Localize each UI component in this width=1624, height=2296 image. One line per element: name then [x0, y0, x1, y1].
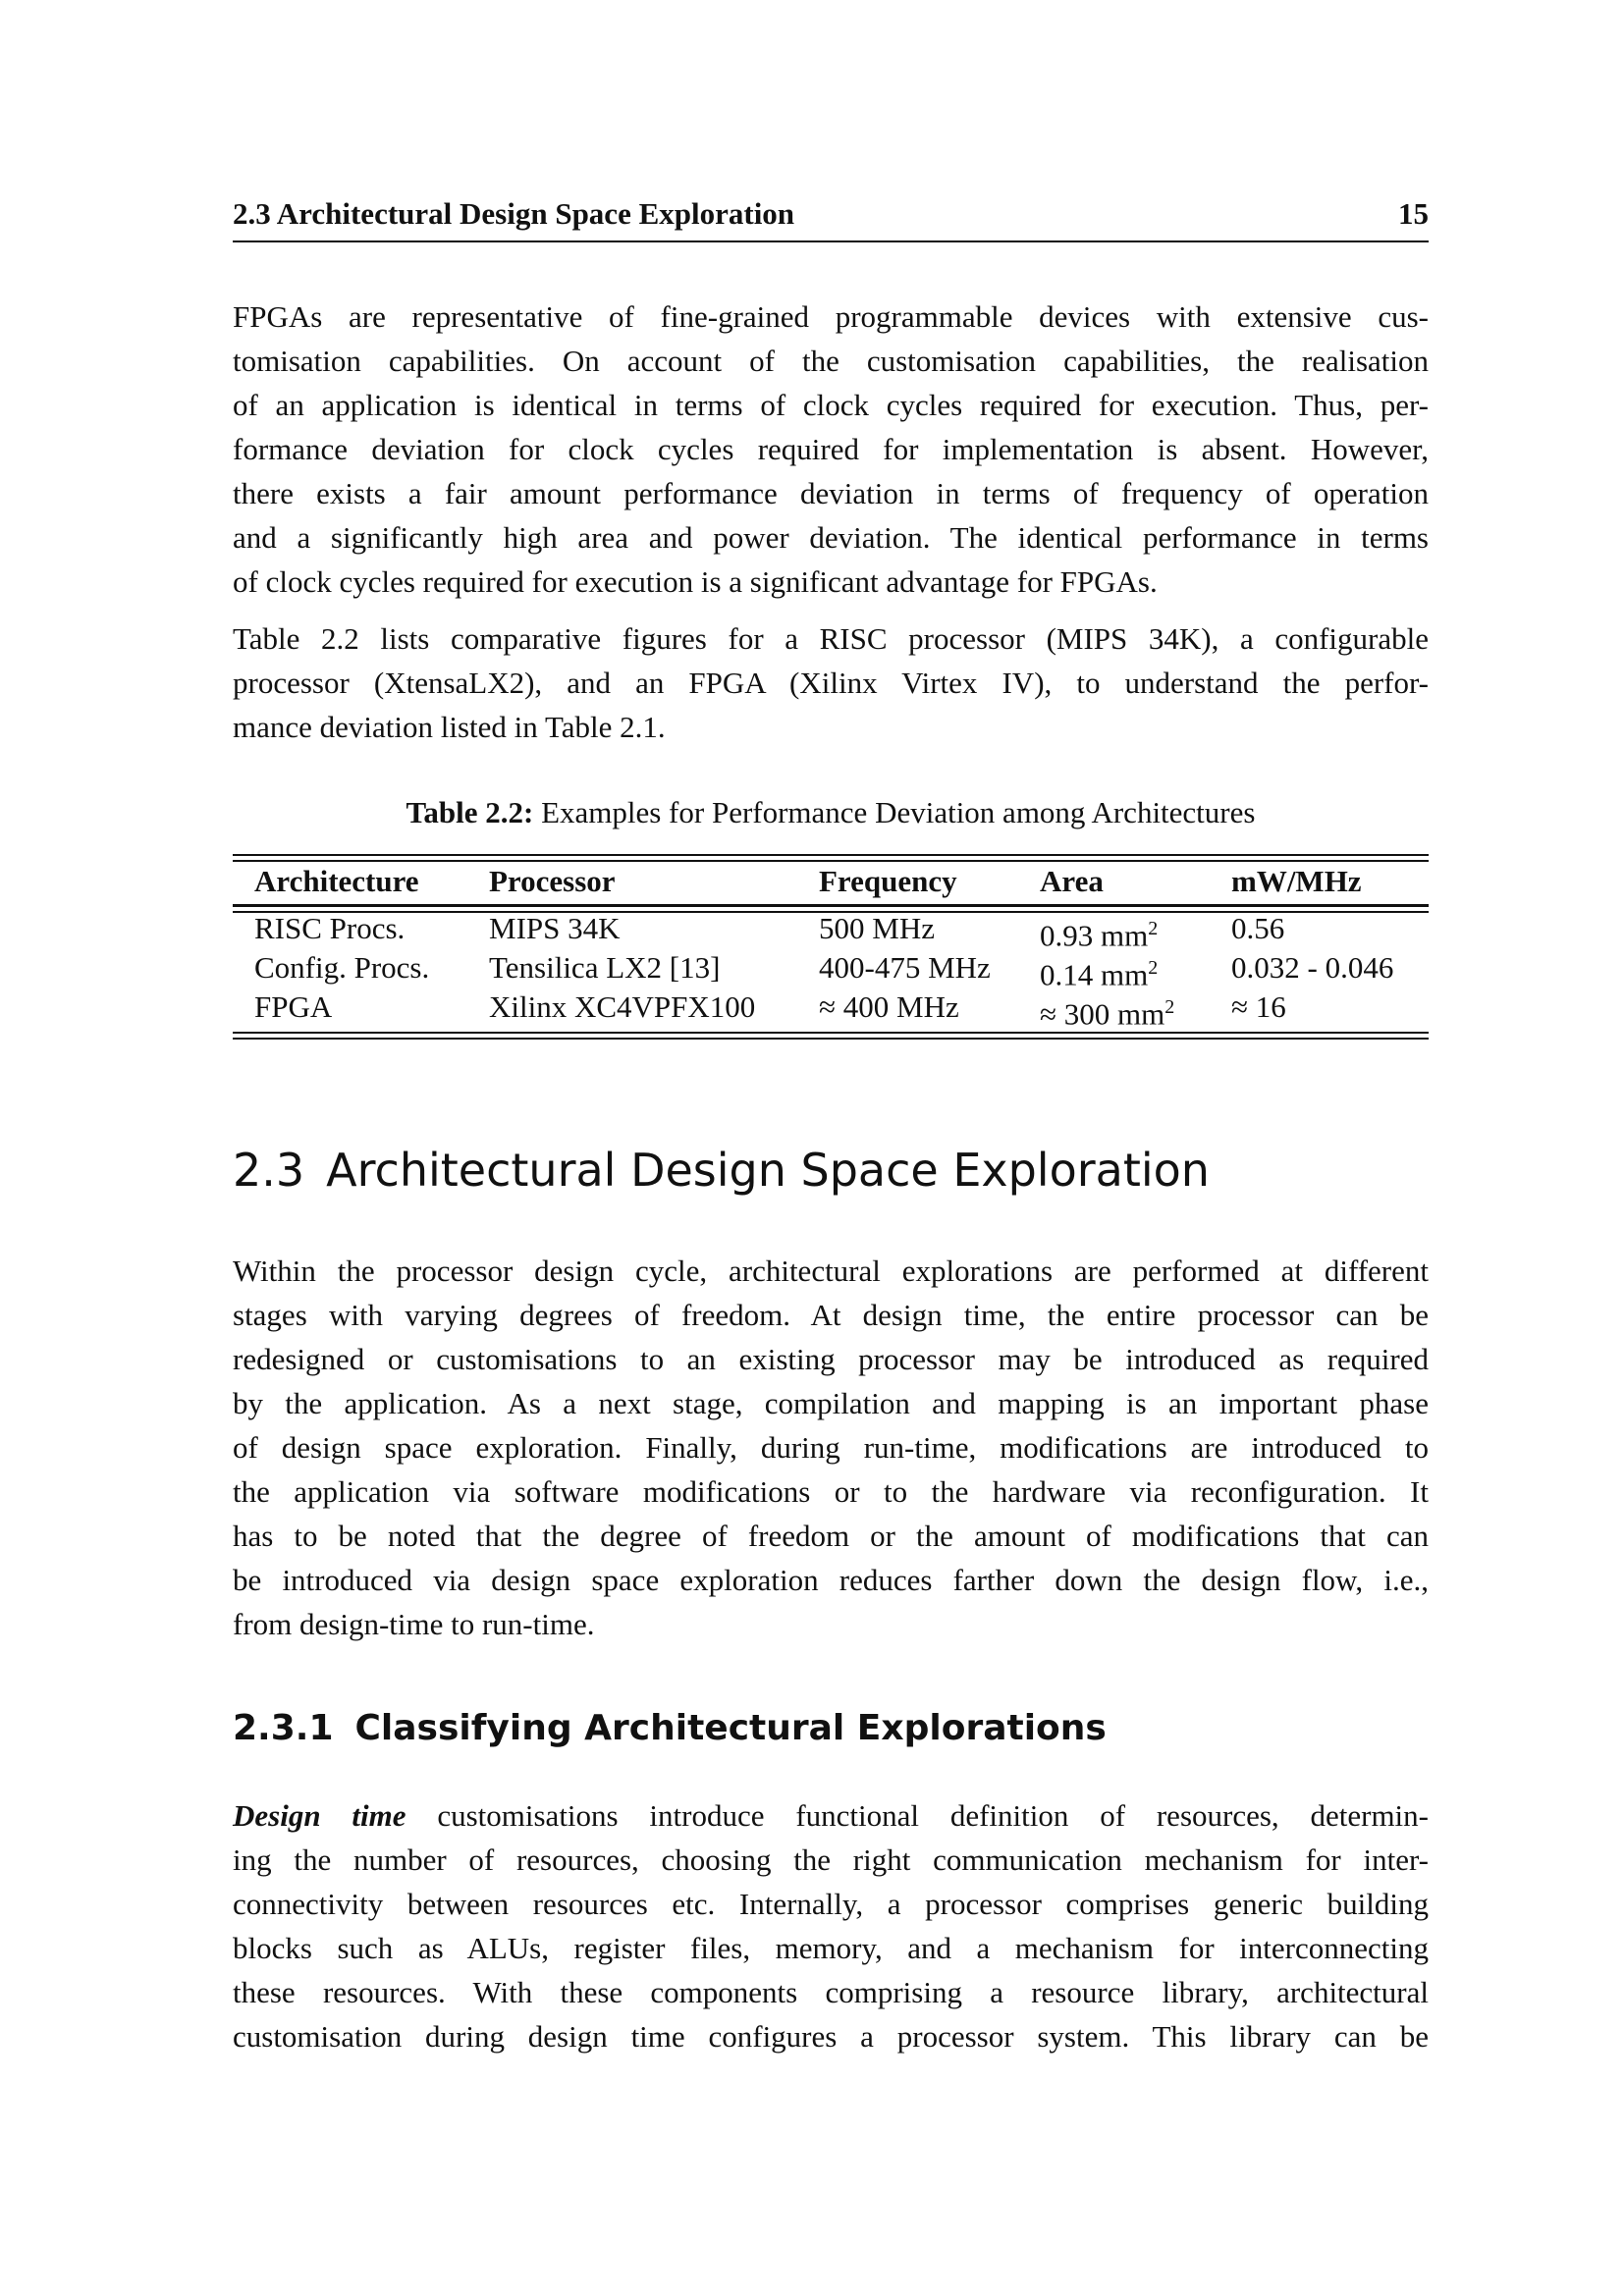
cell-text: 0.93 mm [1040, 918, 1149, 953]
caption-text: Examples for Performance Deviation among Architectures [541, 795, 1256, 829]
caption-label: Table 2.2: [406, 795, 534, 829]
text-line: these resources. With these components comprising a resource library, architectural [233, 1975, 1429, 2009]
text-line: of clock cycles required for execution is a significant advantage for FPGAs. [233, 564, 1158, 599]
table-cell [1231, 948, 1393, 988]
cell-text: Xilinx XC4VPFX100 [489, 989, 756, 1024]
text-line: processor (XtensaLX2), and an FPGA (Xilinx Virtex IV), to understand the perfor- [233, 666, 1429, 700]
text-line: mance deviation listed in Table 2.1. [233, 710, 666, 744]
text-line: and a significantly high area and power deviation. The identical performance in terms [233, 520, 1429, 555]
section-number: 2.3 [233, 1144, 305, 1197]
cell-text: ≈ 16 [1231, 989, 1286, 1024]
paragraph-fpga [233, 294, 1429, 604]
table-caption [233, 795, 1429, 830]
cell-text: 0.14 mm [1040, 957, 1149, 992]
area-exponent: 2 [1148, 918, 1159, 939]
table-mid-rule [233, 904, 1429, 907]
subsection-title: Classifying Architectural Explorations [354, 1708, 1107, 1748]
table-bottom-rule [233, 1032, 1429, 1034]
table-cell [1040, 988, 1174, 1034]
text-line: customisation during design time configures a processor system. This library can be [233, 2019, 1429, 2054]
paragraph-table-intro [233, 616, 1429, 749]
col-header: mW/MHz [1231, 864, 1362, 898]
text-line: of an application is identical in terms of clock cycles required for execution. Thus, per- [233, 388, 1429, 422]
cell-text: Tensilica LX2 [13] [489, 950, 721, 985]
cell-text: 400-475 MHz [819, 950, 991, 985]
table-cell [254, 909, 405, 948]
col-header: Processor [489, 864, 616, 898]
text-line: tomisation capabilities. On account of the customisation capabilities, the realisation [233, 344, 1429, 378]
cell-text: MIPS 34K [489, 911, 621, 945]
text-line: Within the processor design cycle, architectural explorations are performed at different [233, 1254, 1429, 1288]
table-cell [254, 948, 429, 988]
text-line: has to be noted that the degree of freedom or the amount of modifications that can [233, 1519, 1429, 1553]
col-header: Architecture [254, 864, 419, 898]
header-rule [233, 240, 1429, 242]
text-line: be introduced via design space exploration reduces farther down the design flow, i.e., [233, 1563, 1429, 1597]
text-line: redesigned or customisations to an existing processor may be introduced as required [233, 1342, 1429, 1376]
table-cell [819, 909, 935, 948]
text-line [233, 1793, 1429, 1838]
text-line: from design-time to run-time. [233, 1607, 595, 1641]
text-line: connectivity between resources etc. Internally, a processor comprises generic building [233, 1887, 1429, 1921]
cell-text: FPGA [254, 989, 333, 1024]
table-cell [819, 988, 959, 1027]
text-line: ing the number of resources, choosing the right communication mechanism for inter- [233, 1842, 1429, 1877]
table-cell [254, 988, 332, 1027]
table-cell [489, 988, 755, 1027]
cell-text: ≈ 300 mm [1040, 996, 1165, 1032]
section-title: Architectural Design Space Exploration [326, 1144, 1210, 1197]
col-header: Frequency [819, 864, 957, 898]
table-cell [819, 948, 991, 988]
col-header: Area [1040, 864, 1104, 898]
text-line: blocks such as ALUs, register files, memory, and a mechanism for interconnecting [233, 1931, 1429, 1965]
text-line: the application via software modifications or to the hardware via reconfiguration. It [233, 1474, 1429, 1509]
subsection-number: 2.3.1 [233, 1708, 334, 1748]
text-line: formance deviation for clock cycles required for implementation is absent. However, [233, 432, 1429, 466]
area-exponent: 2 [1148, 957, 1159, 979]
text-line: there exists a fair amount performance deviation in terms of frequency of operation [233, 476, 1429, 510]
cell-text: ≈ 400 MHz [819, 989, 959, 1024]
table-cell [1231, 988, 1286, 1027]
paragraph-design-cycle [233, 1249, 1429, 1646]
cell-text: RISC Procs. [254, 911, 406, 945]
table-cell [489, 948, 720, 988]
table-top-rule [233, 854, 1429, 856]
text-line: Table 2.2 lists comparative figures for a RISC processor (MIPS 34K), a configurable [233, 621, 1429, 656]
cell-text: 0.56 [1231, 911, 1285, 945]
table-cell [1231, 909, 1284, 948]
cell-text: Config. Procs. [254, 950, 430, 985]
section-heading [233, 1144, 1231, 1197]
emphasis-term: Design time [233, 1798, 406, 1833]
subsection-heading [233, 1708, 1128, 1748]
text-line: of design space exploration. Finally, during run-time, modifications are introduced to [233, 1430, 1429, 1465]
cell-text: 500 MHz [819, 911, 935, 945]
cell-text: 0.032 - 0.046 [1231, 950, 1394, 985]
page-number: 15 [1398, 196, 1429, 231]
text-line: FPGAs are representative of fine-grained programmable devices with extensive cus- [233, 299, 1429, 334]
text-line: stages with varying degrees of freedom. At design time, the entire processor can be [233, 1298, 1429, 1332]
text-run: customisations introduce functional definition of resources, determin- [406, 1798, 1429, 1833]
table-bottom-rule [233, 1038, 1429, 1040]
area-exponent: 2 [1164, 996, 1175, 1018]
header-title: 2.3 Architectural Design Space Exploration [233, 196, 795, 231]
running-header [233, 196, 1429, 232]
paragraph-design-time [233, 1793, 1429, 2058]
text-line: by the application. As a next stage, compilation and mapping is an important phase [233, 1386, 1429, 1420]
table-cell [489, 909, 621, 948]
